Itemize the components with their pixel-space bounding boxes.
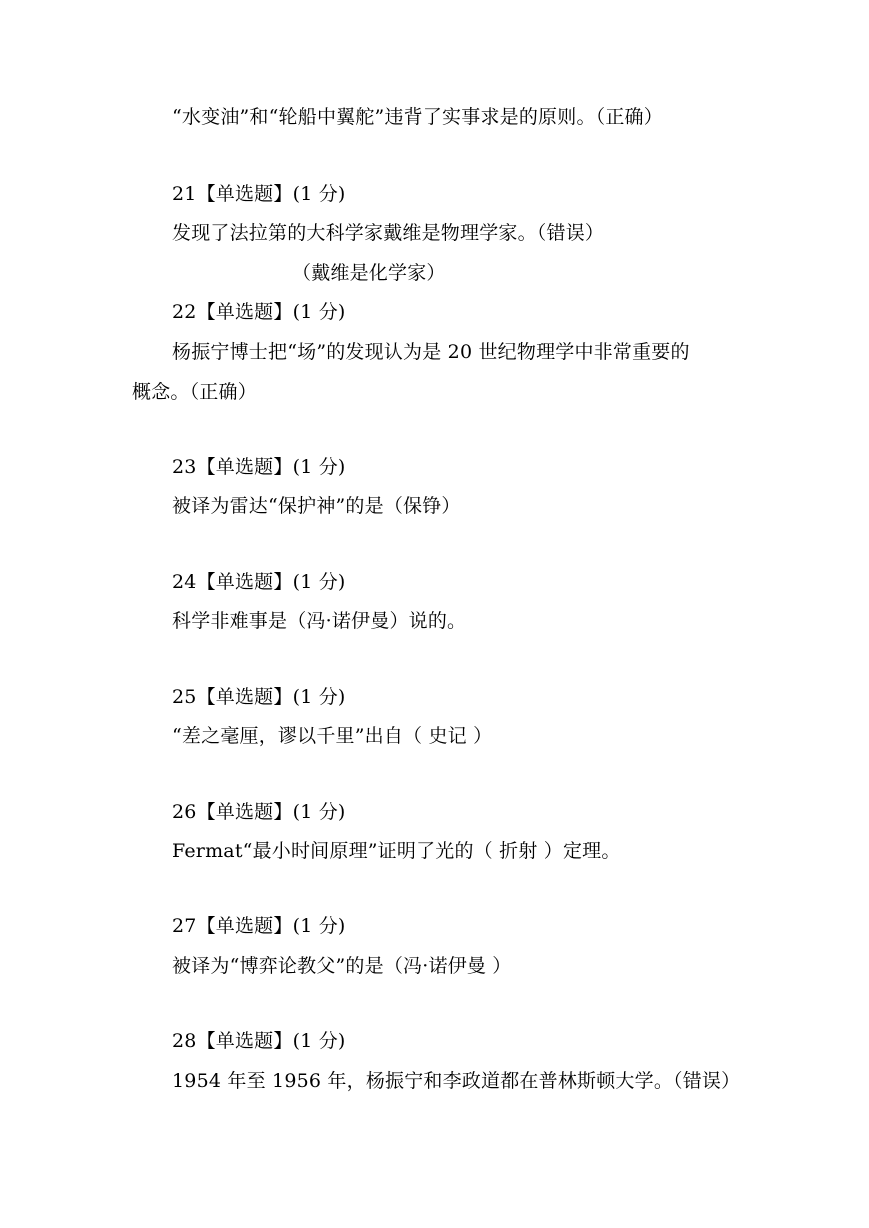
question-header: 24【单选题】(1 分)	[172, 571, 346, 593]
question-header: 21【单选题】(1 分)	[172, 183, 346, 205]
answer-note: （戴维是化学家）	[292, 262, 446, 284]
question-header: 25【单选题】(1 分)	[172, 686, 346, 708]
question-text: 被译为“博弈论教父”的是（冯·诺伊曼 ）	[172, 955, 512, 977]
question-text: Fermat“最小时间原理”证明了光的（ 折射 ）定理。	[172, 840, 621, 862]
question-text: 科学非难事是（冯·诺伊曼）说的。	[172, 610, 467, 632]
question-header: 22【单选题】(1 分)	[172, 301, 346, 323]
question-header: 27【单选题】(1 分)	[172, 915, 346, 937]
question-text: 杨振宁博士把“场”的发现认为是 20 世纪物理学中非常重要的	[172, 341, 690, 363]
question-header: 23【单选题】(1 分)	[172, 456, 346, 478]
question-header: 26【单选题】(1 分)	[172, 801, 346, 823]
question-text: 1954 年至 1956 年，杨振宁和李政道都在普林斯顿大学。（错误）	[172, 1070, 741, 1092]
question-header: 28【单选题】(1 分)	[172, 1030, 346, 1052]
question-text: “差之毫厘，谬以千里”出自（ 史记 ）	[172, 725, 493, 747]
question-text: 被译为雷达“保护神”的是（保铮）	[172, 495, 461, 517]
answer-text: “水变油”和“轮船中翼舵”违背了实事求是的原则。（正确）	[172, 106, 663, 128]
question-text: 发现了法拉第的大科学家戴维是物理学家。（错误）	[172, 222, 605, 244]
question-text-continued: 概念。（正确）	[132, 381, 257, 403]
